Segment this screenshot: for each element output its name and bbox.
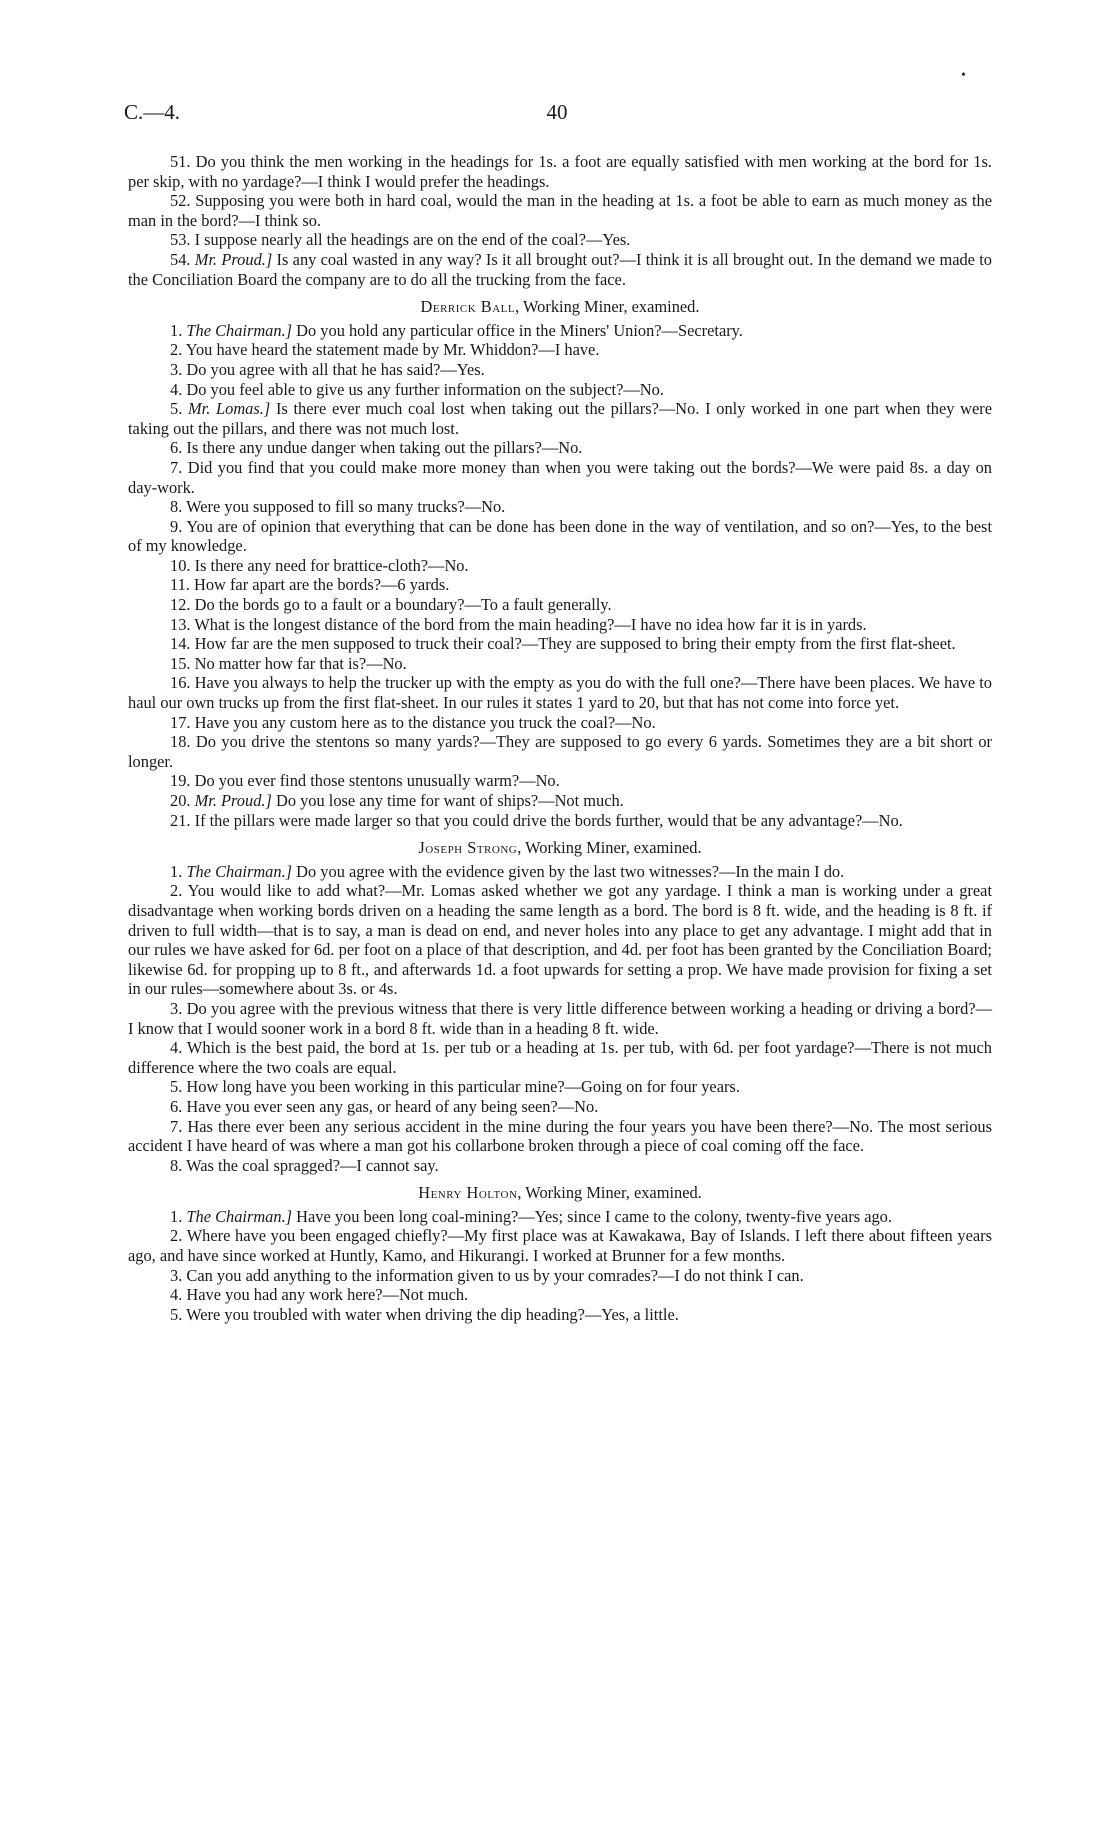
question-paragraph [128, 575, 992, 595]
question-paragraph [128, 654, 992, 674]
question-paragraph [128, 438, 992, 458]
question-number: 4. [170, 1285, 183, 1305]
question-number: 52. [170, 191, 191, 211]
question-text: Do you agree with the evidence given by the last two witnesses?—In the main I do. [296, 861, 845, 881]
question-text: How far apart are the bords?—6 yards. [194, 575, 450, 595]
page-number: 40 [546, 100, 568, 124]
question-number: 13. [170, 614, 191, 634]
witness-role: , Working Miner, examined. [517, 1183, 702, 1203]
question-text: Do the bords go to a fault or a boundary?—To a fault generally. [194, 595, 612, 615]
question-paragraph [128, 1207, 992, 1227]
question-number: 14. [170, 634, 191, 654]
question-number: 9. [170, 516, 183, 536]
question-paragraph [128, 615, 992, 635]
question-text: Have you any custom here as to the distance you truck the coal?—No. [194, 712, 656, 732]
question-text: Have you ever seen any gas, or heard of any being seen?—No. [186, 1096, 599, 1116]
speck-mark: • [961, 68, 966, 83]
question-text: You would like to add what?—Mr. Lomas asked whether we got any yardage. I think a man is working under a great disadvantage when working bords driven on a heading the same length as a bord. The bord is 8 ft. wide, and the heading is 8 ft. if driven to full width—that is to say, a man is dead on end, and never holes into any place to get any advantage. I might add that in our rules we have asked for 6d. per foot on a place of that description, and 4d. per foot has been granted by the Conciliation Board; likewise 6d. for propping up to 8 ft., and afterwards 1d. a foot upwards for setting a prop. We have made provision for fixing a set in our rules—somewhere about 3s. or 4s. [128, 881, 992, 999]
question-paragraph [128, 634, 992, 654]
question-number: 6. [170, 1096, 183, 1116]
question-number: 18. [170, 732, 191, 752]
question-text: Did you find that you could make more money than when you were taking out the bords?—We were paid 8s. a day on day-work. [128, 457, 992, 497]
question-number: 5. [170, 1077, 183, 1097]
question-number: 17. [170, 712, 191, 732]
question-paragraph [128, 862, 992, 882]
question-number: 8. [170, 1155, 183, 1175]
speaker-name: The Chairman.] [186, 861, 293, 881]
question-paragraph [128, 1266, 992, 1286]
question-paragraph [128, 399, 992, 438]
question-number: 54. [170, 249, 191, 269]
question-text: Which is the best paid, the bord at 1s. per tub or a heading at 1s. per tub, with 6d. per foot yardage?—There is not much difference where the two coals are equal. [128, 1038, 992, 1077]
question-paragraph [128, 881, 992, 999]
witness-heading [128, 297, 992, 317]
question-number: 53. [170, 230, 191, 250]
question-text: Was the coal spragged?—I cannot say. [186, 1155, 439, 1175]
speaker-name: Mr. Proud.] [194, 791, 272, 810]
question-text: No matter how far that is?—No. [194, 653, 407, 673]
question-number: 7. [170, 457, 183, 477]
speaker-name: Mr. Proud.] [194, 249, 273, 269]
question-text: You have heard the statement made by Mr. Whiddon?—I have. [185, 340, 600, 360]
question-number: 16. [170, 673, 191, 693]
question-text: Is any coal wasted in any way? Is it all brought out?—I think it is all brought out. In the demand we made to the Conciliation Board the company are to do all the trucking from the face. [128, 249, 992, 289]
question-number: 3. [170, 1265, 183, 1285]
question-paragraph [128, 517, 992, 556]
page-header [124, 100, 990, 130]
question-paragraph [128, 321, 992, 341]
witness-name: Derrick Ball [420, 297, 516, 317]
question-text: Were you troubled with water when driving the dip heading?—Yes, a little. [186, 1304, 679, 1324]
witness-role: , Working Miner, examined. [517, 838, 702, 858]
question-text: Do you agree with the previous witness that there is very little difference between working a heading or driving a bord?—I know that I would sooner work in a bord 8 ft. wide than in a heading 8 ft. wide. [128, 998, 992, 1038]
question-number: 4. [170, 1038, 183, 1058]
question-paragraph [128, 595, 992, 615]
question-number: 2. [170, 340, 183, 360]
question-number: 10. [170, 555, 191, 575]
question-paragraph [128, 1038, 992, 1077]
question-number: 19. [170, 771, 191, 791]
question-paragraph [128, 713, 992, 733]
question-paragraph [128, 458, 992, 497]
question-paragraph [128, 152, 992, 191]
question-paragraph [128, 340, 992, 360]
question-text: I suppose nearly all the headings are on the end of the coal?—Yes. [194, 230, 631, 250]
question-paragraph [128, 771, 992, 791]
question-paragraph [128, 230, 992, 250]
question-text: Have you always to help the trucker up with the empty as you do with the full one?—There have been places. We have to haul our own trucks up from the first flat-sheet. In our rules it states 1 yard to 20, but that has not come into force yet. [128, 673, 992, 713]
question-text: Is there ever much coal lost when taking out the pillars?—No. I only worked in one part when they were taking out the pillars, and there was not much lost. [128, 399, 992, 438]
document-body [128, 152, 992, 1324]
question-text: Do you feel able to give us any further information on the subject?—No. [186, 379, 664, 399]
question-text: Have you had any work here?—Not much. [186, 1285, 469, 1305]
question-paragraph [128, 497, 992, 517]
witness-heading [128, 1183, 992, 1203]
question-text: Have you been long coal-mining?—Yes; since I came to the colony, twenty-five years ago. [296, 1206, 892, 1226]
question-paragraph [128, 791, 992, 811]
question-paragraph [128, 1117, 992, 1156]
question-paragraph [128, 1097, 992, 1117]
speaker-name: The Chairman.] [186, 1206, 293, 1226]
question-number: 6. [170, 438, 183, 458]
question-paragraph [128, 1226, 992, 1265]
question-paragraph [128, 811, 992, 831]
question-paragraph [128, 999, 992, 1038]
witness-name: Joseph Strong [418, 838, 518, 858]
question-paragraph [128, 1077, 992, 1097]
witness-heading [128, 838, 992, 858]
question-number: 12. [170, 595, 191, 615]
question-text: Do you drive the stentons so many yards?—They are supposed to go every 6 yards. Sometimes they are a bit short or longer. [128, 732, 992, 771]
question-number: 11. [170, 575, 190, 595]
question-paragraph [128, 556, 992, 576]
question-text: How long have you been working in this particular mine?—Going on for four years. [186, 1077, 740, 1097]
question-number: 3. [170, 359, 183, 379]
question-number: 7. [170, 1116, 183, 1136]
question-number: 51. [170, 152, 191, 171]
question-number: 1. [170, 1206, 183, 1226]
question-number: 3. [170, 998, 183, 1018]
question-text: Do you agree with all that he has said?—Yes. [186, 359, 485, 379]
question-text: Do you ever find those stentons unusually warm?—No. [194, 771, 560, 791]
question-text: Is there any need for brattice-cloth?—No. [194, 555, 469, 575]
speaker-name: Mr. Lomas.] [188, 399, 271, 419]
question-number: 20. [170, 791, 191, 810]
witness-role: , Working Miner, examined. [515, 297, 700, 317]
question-text: Where have you been engaged chiefly?—My first place was at Kawakawa, Bay of Islands. I left there about fifteen years ago, and have since worked at Huntly, Kamo, and Hikurangi. I worked at Brunner for a few months. [128, 1226, 992, 1266]
question-number: 1. [170, 861, 183, 881]
question-text: Can you add anything to the information given to us by your comrades?—I do not think I can. [186, 1265, 804, 1285]
question-text: How far are the men supposed to truck their coal?—They are supposed to bring their empty from the first flat-sheet. [194, 634, 956, 654]
question-text: Do you hold any particular office in the Miners' Union?—Secretary. [296, 320, 743, 340]
question-number: 2. [170, 881, 183, 901]
speaker-name: The Chairman.] [186, 320, 293, 340]
question-paragraph [128, 380, 992, 400]
question-number: 15. [170, 653, 191, 673]
question-text: If the pillars were made larger so that you could drive the bords further, would that be any advantage?—No. [194, 810, 903, 830]
question-text: Do you lose any time for want of ships?—Not much. [275, 791, 624, 810]
question-paragraph [128, 1285, 992, 1305]
question-number: 5. [170, 399, 183, 419]
question-paragraph [128, 673, 992, 712]
question-paragraph [128, 1305, 992, 1325]
question-text: Do you think the men working in the headings for 1s. a foot are equally satisfied with men working at the bord for 1s. per skip, with no yardage?—I think I would prefer the headings. [128, 152, 992, 191]
document-reference: C.—4. [124, 100, 181, 124]
question-number: 4. [170, 379, 183, 399]
question-text: Were you supposed to fill so many trucks?—No. [186, 497, 506, 517]
question-text: Has there ever been any serious accident in the mine during the four years you have been there?—No. The most serious accident I have heard of was where a man got his collarbone broken through a piece of coal coming off the face. [128, 1116, 992, 1156]
question-number: 21. [170, 810, 191, 830]
question-paragraph [128, 360, 992, 380]
question-number: 5. [170, 1304, 183, 1324]
question-number: 8. [170, 497, 183, 517]
question-text: Supposing you were both in hard coal, would the man in the heading at 1s. a foot be able to earn as much money as the man in the bord?—I think so. [128, 191, 992, 230]
question-paragraph [128, 191, 992, 230]
question-number: 1. [170, 320, 183, 340]
question-text: Is there any undue danger when taking out the pillars?—No. [186, 438, 583, 458]
question-text: What is the longest distance of the bord from the main heading?—I have no idea how far it is in yards. [194, 614, 867, 634]
question-paragraph [128, 732, 992, 771]
question-paragraph [128, 1156, 992, 1176]
question-paragraph [128, 250, 992, 289]
question-text: You are of opinion that everything that can be done has been done in the way of ventilation, and so on?—Yes, to the best of my knowledge. [128, 516, 992, 556]
question-number: 2. [170, 1226, 183, 1246]
witness-name: Henry Holton [418, 1183, 518, 1203]
